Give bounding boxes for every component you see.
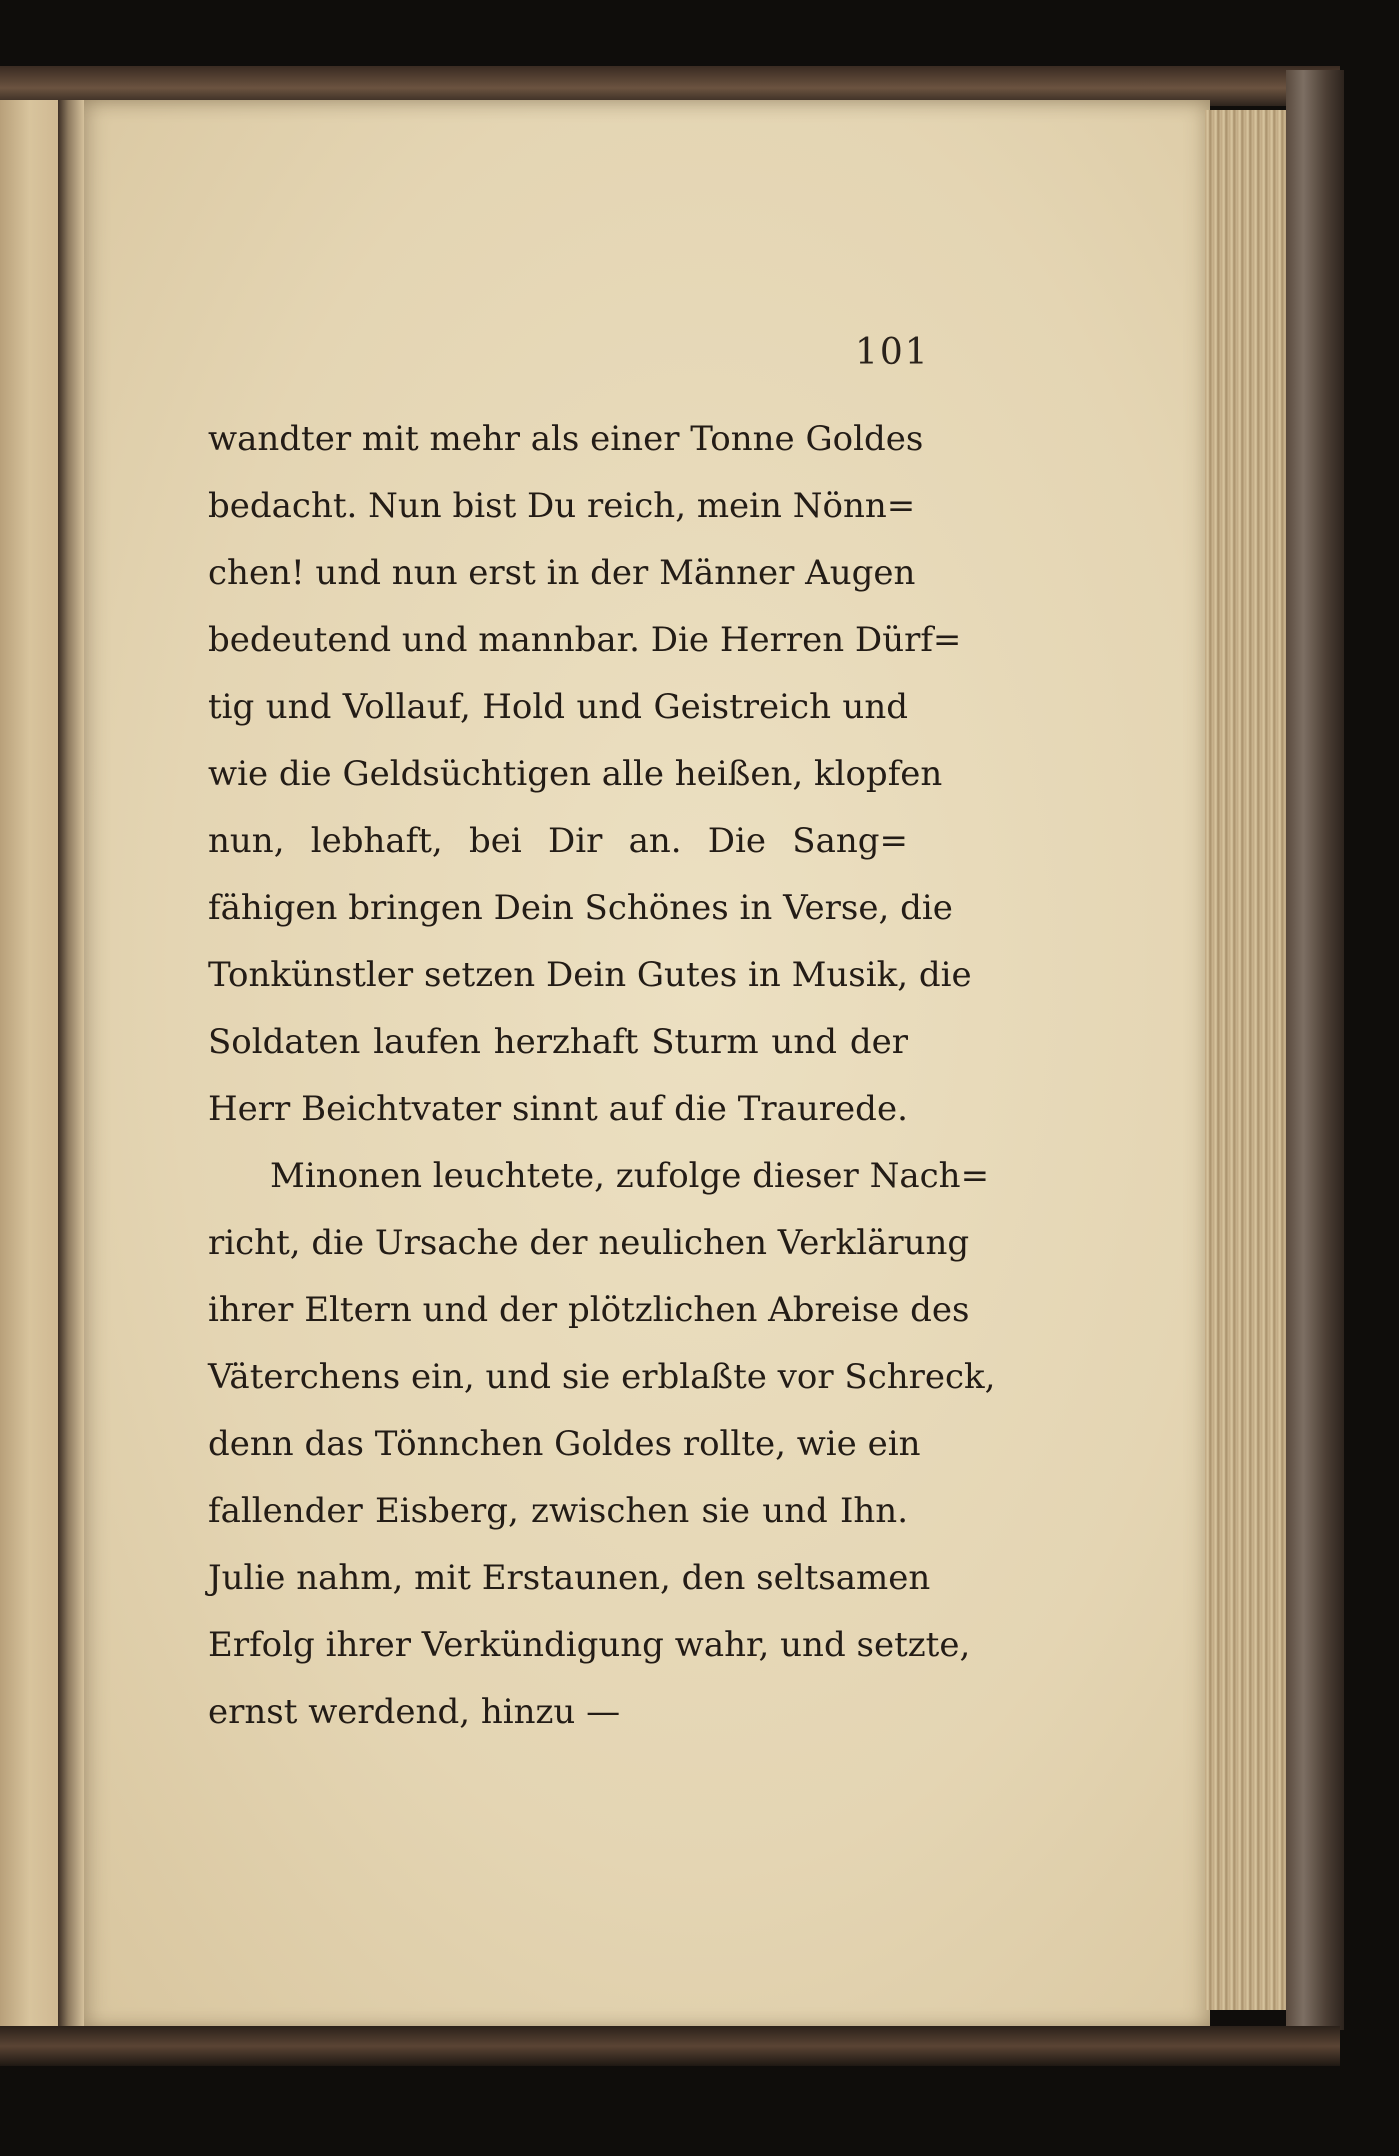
text-line: nun, lebhaft, bei Dir an. Die Sang= — [208, 821, 908, 861]
text-line: Soldaten laufen herzhaft Sturm und der — [208, 1022, 908, 1062]
page-number: 101 — [855, 332, 930, 373]
text-line: Minonen leuchtete, zufolge dieser Nach= — [270, 1156, 990, 1196]
book-cover-bottom-edge — [0, 2026, 1340, 2066]
paragraph-1 — [208, 406, 972, 1143]
page-body-text — [208, 406, 996, 1746]
text-line: Julie nahm, mit Erstaunen, den seltsamen — [208, 1558, 931, 1598]
facing-page-left — [0, 100, 66, 2030]
text-line: Tonkünstler setzen Dein Gutes in Musik, die — [208, 955, 972, 995]
text-line: fähigen bringen Dein Schönes in Verse, die — [208, 888, 953, 928]
text-line: Väterchens ein, und sie erblaßte vor Schreck, — [208, 1357, 996, 1397]
binding-gutter — [58, 100, 84, 2030]
text-line: Herr Beichtvater sinnt auf die Traurede. — [208, 1089, 908, 1129]
text-line: wie die Geldsüchtigen alle heißen, klopfen — [208, 754, 943, 794]
text-line: ernst werdend, hinzu — — [208, 1692, 621, 1732]
text-line: fallender Eisberg, zwischen sie und Ihn. — [208, 1491, 908, 1531]
text-line: bedeutend und mannbar. Die Herren Dürf= — [208, 620, 962, 660]
text-line: ihrer Eltern und der plötzlichen Abreise des — [208, 1290, 970, 1330]
page-edges — [1205, 110, 1291, 2010]
text-line: bedacht. Nun bist Du reich, mein Nönn= — [208, 486, 916, 526]
text-line: wandter mit mehr als einer Tonne Goldes — [208, 419, 924, 459]
text-line: richt, die Ursache der neulichen Verklärung — [208, 1223, 970, 1263]
text-line: Erfolg ihrer Verkündigung wahr, und setzte, — [208, 1625, 971, 1665]
book-cover-right-edge — [1286, 70, 1344, 2030]
text-line: denn das Tönnchen Goldes rollte, wie ein — [208, 1424, 921, 1464]
text-line: tig und Vollauf, Hold und Geistreich und — [208, 687, 908, 727]
text-line: chen! und nun erst in der Männer Augen — [208, 553, 916, 593]
paragraph-2 — [208, 1143, 996, 1746]
